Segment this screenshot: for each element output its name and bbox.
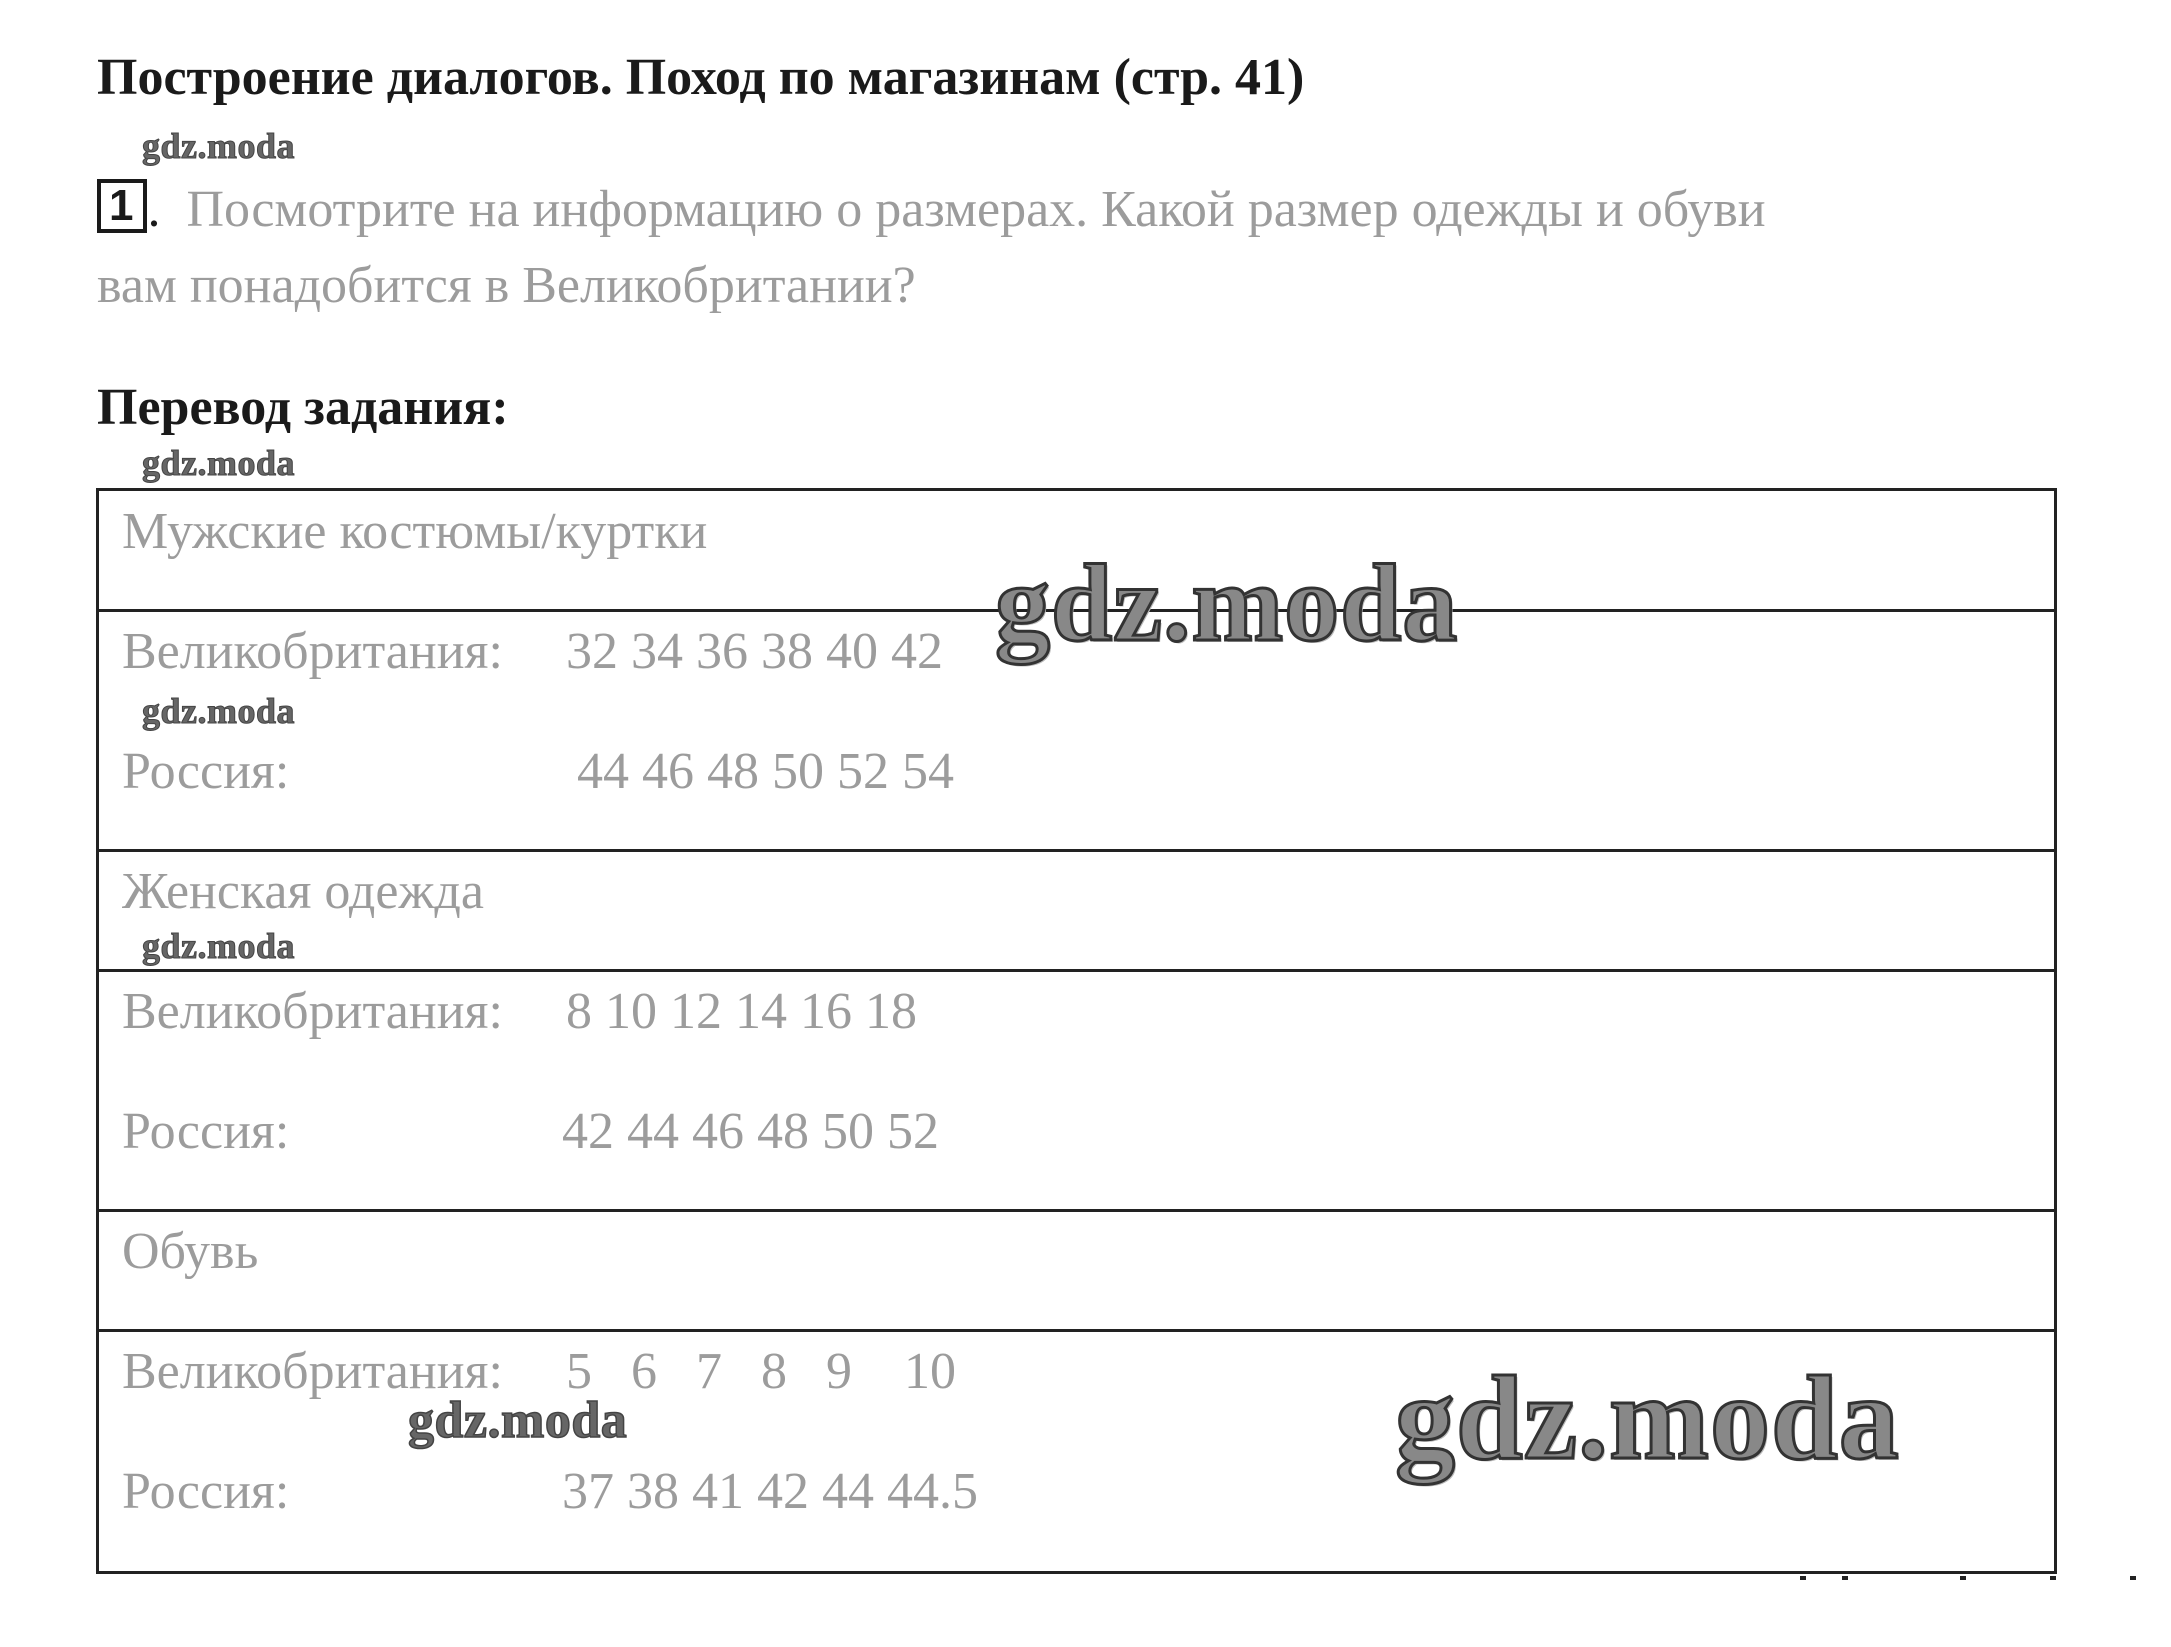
- task-number-dot: .: [147, 181, 161, 238]
- page-title: Построение диалогов. Поход по магазинам (стр. 41): [97, 49, 1305, 106]
- ru-label: Россия:: [122, 1103, 290, 1160]
- page-edge-marks: [1800, 1574, 2140, 1584]
- uk-label: Великобритания:: [122, 1343, 503, 1400]
- table-divider: [99, 1209, 2054, 1212]
- uk-label: Великобритания:: [122, 623, 503, 680]
- watermark: gdz.moda: [142, 126, 296, 166]
- table-divider: [99, 969, 2054, 972]
- watermark: gdz.moda: [408, 1392, 628, 1449]
- section-title-womens: Женская одежда: [122, 863, 484, 920]
- uk-sizes: 5 6 7 8 9 10: [566, 1343, 956, 1400]
- section-title-mens: Мужские костюмы/куртки: [122, 503, 708, 560]
- ru-label: Россия:: [122, 1463, 290, 1520]
- task-number-box: 1: [97, 179, 147, 233]
- uk-sizes: 32 34 36 38 40 42: [566, 623, 943, 680]
- section-title-shoes: Обувь: [122, 1223, 259, 1280]
- task-text-line2: вам понадобится в Великобритании?: [97, 257, 916, 314]
- table-divider: [99, 1329, 2054, 1332]
- watermark: gdz.moda: [142, 926, 296, 966]
- ru-sizes: 44 46 48 50 52 54: [577, 743, 954, 800]
- watermark-large: gdz.moda: [995, 542, 1459, 664]
- translation-heading: Перевод задания:: [97, 379, 509, 436]
- ru-sizes: 37 38 41 42 44 44.5: [562, 1463, 978, 1520]
- watermark-large: gdz.moda: [1395, 1351, 1900, 1484]
- uk-label: Великобритания:: [122, 983, 503, 1040]
- watermark: gdz.moda: [142, 443, 296, 483]
- ru-sizes: 42 44 46 48 50 52: [562, 1103, 939, 1160]
- task-text-line1: Посмотрите на информацию о размерах. Какой размер одежды и обуви: [186, 181, 1766, 238]
- ru-label: Россия:: [122, 743, 290, 800]
- uk-sizes: 8 10 12 14 16 18: [566, 983, 917, 1040]
- watermark: gdz.moda: [142, 691, 296, 731]
- task-statement: [97, 172, 2057, 324]
- table-divider: [99, 849, 2054, 852]
